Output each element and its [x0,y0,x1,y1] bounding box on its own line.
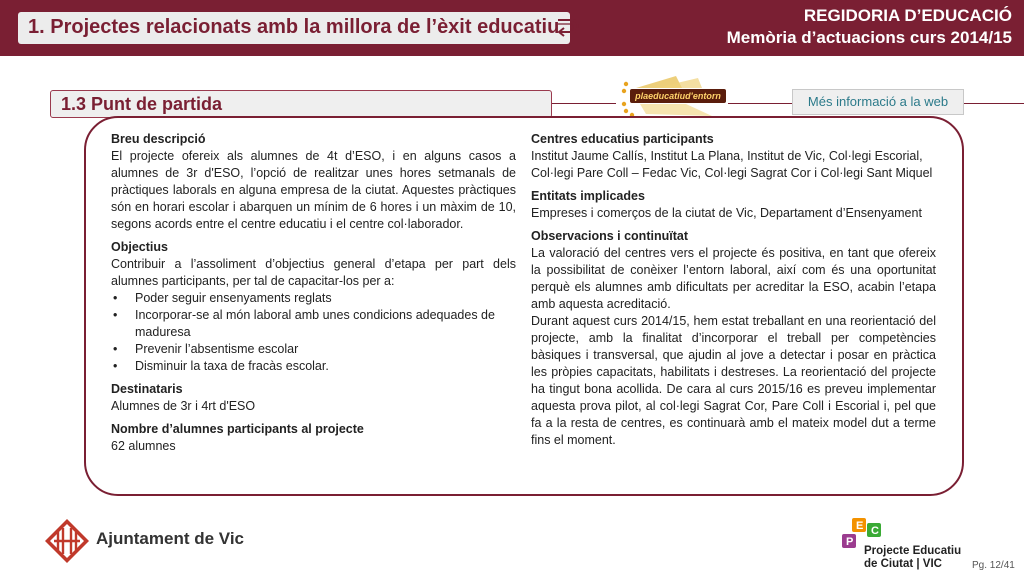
connector-line [728,103,792,104]
objectives-heading: Objectius [111,240,168,254]
centres-heading: Centres educatius participants [531,132,714,146]
report-title: Memòria d’actuacions curs 2014/15 [726,28,1012,47]
bullet-icon: • [113,308,118,322]
connector-line [552,103,616,104]
right-column [531,131,936,449]
desc-heading: Breu descripció [111,132,206,146]
centres-text: Institut Jaume Callís, Institut La Plana, Institut de Vic, Col·legi Escorial, Col·legi Pare Coll – Fedac Vic, Col·legi Sagrat Cor i Col·legi Sant Miquel [531,149,933,180]
bullet-icon: • [113,291,118,305]
participants-heading: Nombre d’alumnes participants al projecte [111,422,364,436]
bullet-icon: • [113,359,118,373]
more-info-link[interactable]: Més informació a la web [792,89,964,115]
org-department: REGIDORIA D’EDUCACIÓ [803,6,1012,25]
header-bar [0,0,1024,56]
list-item-text: Disminuir la taxa de fracàs escolar. [135,359,329,373]
logo-label: plaeducatiud'entorn [630,89,726,103]
observations-heading: Observacions i continuïtat [531,229,688,243]
section-title: 1.3 Punt de partida [61,94,223,114]
return-arrow-icon[interactable] [552,16,580,40]
svg-text:P: P [846,536,854,548]
ajuntament-vic-logo [44,518,90,564]
svg-text:E: E [856,520,864,532]
ajuntament-name: Ajuntament de Vic [96,529,244,548]
pec-line-2: de Ciutat | VIC [864,558,942,570]
list-item [111,290,516,307]
entities-heading: Entitats implicades [531,189,645,203]
recipients-text: Alumnes de 3r i 4rt d'ESO [111,399,256,413]
list-item [111,307,516,341]
connector-line [964,103,1024,104]
entities-text: Empreses i comerços de la ciutat de Vic, Departament d’Ensenyament [531,206,922,220]
list-item-text: Prevenir l’absentisme escolar [135,342,299,356]
objectives-text: Contribuir a l’assoliment d’objectius general d’etapa per part dels alumnes participants, per tal de capacitar-los per a: [111,257,516,288]
participants-text: 62 alumnes [111,439,176,453]
desc-text: El projecte ofereix als alumnes de 4t d’ESO, i en alguns casos a alumnes de 3r d'ESO, l’opció de realitzar unes hores setmanals de pràctiques laborals en alguna empresa de la ciutat. Aquestes pràctiques són en horari escolar i abarquen un mínim de 6 hores i un màxim de 10, segons acords entre el centre educatiu i el centre col·laborador. [111,149,516,231]
objectives-list [111,290,516,375]
recipients-heading: Destinataris [111,382,183,396]
left-column [111,131,516,455]
pec-line-1: Projecte Educatiu [864,545,962,557]
page-title: 1. Projectes relacionats amb la millora de l’èxit educatiu [28,16,560,38]
list-item-text: Incorporar-se al món laboral amb unes condicions adequades de maduresa [135,308,495,339]
observations-text-2: Durant aquest curs 2014/15, hem estat treballant en una reorientació del projecte, amb la finalitat d’incorporar el treball per competències bàsiques i transversal, que ajudin al jove a detectar i posar en pràctica les pròpies capacitats, habilitats i destreses. La reorientació del projecte ha tingut bona acollida. De cara al curs 2015/16 es preveu implementar aquesta prova pilot, al col·legi Sagrat Cor, Pare Coll i Escorial i, pel que fa a la resta de centres, es continuarà amb el mateix model dut a terme fins el moment. [531,314,936,447]
bullet-icon: • [113,342,118,356]
list-item-text: Poder seguir ensenyaments reglats [135,291,332,305]
observations-text-1: La valoració del centres vers el projecte és positiva, en tant que ofereix la possibilitat de conèixer l’entorn laboral, així com és una oportunitat perquè els alumnes amb dificultats per acreditar la ESO, acabin l’etapa amb aquesta acreditació. [531,246,936,311]
svg-text:C: C [871,525,879,537]
page-number: Pg. 12/41 [972,560,1015,571]
title-banner [18,12,570,44]
list-item [111,341,516,358]
list-item [111,358,516,375]
section-heading [50,90,552,118]
